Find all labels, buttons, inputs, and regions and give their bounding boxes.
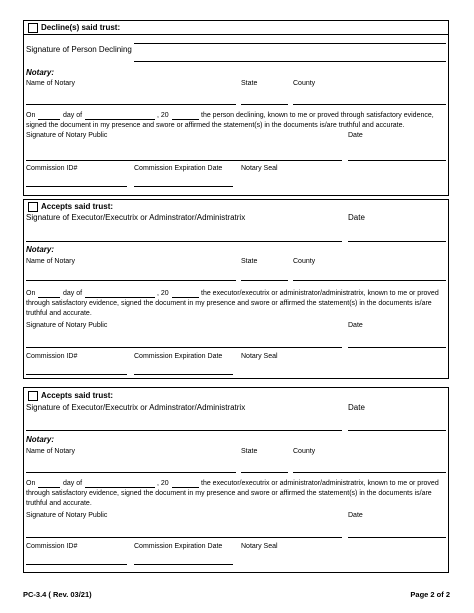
notary-county-label-1: County [293, 80, 316, 87]
decline-signature-line-2[interactable] [134, 61, 446, 62]
notary-date-line-2[interactable] [348, 347, 446, 348]
form-id: PC-3.4 ( Rev. 03/21) [23, 590, 92, 599]
accept-date-line-1[interactable] [348, 241, 446, 242]
ack-line3-text-3: truthful and accurate. [26, 500, 92, 507]
ack-day-line-2[interactable] [38, 297, 60, 298]
accept-date-label-2: Date [348, 403, 365, 412]
ack-day-line-1[interactable] [38, 119, 60, 120]
ack-month-line-1[interactable] [85, 119, 155, 120]
accept-date-label-1: Date [348, 213, 365, 222]
notary-name-label-2: Name of Notary [26, 258, 76, 265]
notary-state-line-2[interactable] [241, 280, 288, 281]
accept-checkbox-2[interactable] [28, 391, 38, 401]
notary-date-label-2: Date [348, 322, 363, 329]
accept-signature-label-2: Signature of Executor/Executrix or Adminstrator/Administratrix [26, 403, 246, 412]
accept-checkbox-1[interactable] [28, 202, 38, 212]
ack-line3-text-2: truthful and accurate. [26, 310, 92, 317]
notary-seal-label-1: Notary Seal [241, 165, 278, 172]
commission-id-line-1[interactable] [26, 186, 127, 187]
accept-signature-line-1[interactable] [26, 241, 342, 242]
decline-checkbox[interactable] [28, 23, 38, 33]
accept-signature-label-1: Signature of Executor/Executrix or Adminstrator/Administratrix [26, 213, 246, 222]
commission-id-label-1: Commission ID# [26, 165, 78, 172]
accept-checkbox-label-2: Accepts said trust: [41, 391, 114, 400]
ack-line2-text-3: through satisfactory evidence, signed the document in my presence and swore or affirmed the statement(s) in the documents is/are [26, 490, 432, 497]
ack-line1-text-3: the executor/executrix or administrator/administratrix, known to me or proved [201, 480, 439, 487]
notary-name-label-3: Name of Notary [26, 448, 76, 455]
notary-state-label-3: State [241, 448, 258, 455]
notary-heading-2: Notary: [26, 245, 55, 254]
notary-name-line-2[interactable] [26, 280, 236, 281]
accept-signature-line-2[interactable] [26, 430, 342, 431]
ack-year-prefix-1: , 20 [157, 112, 169, 119]
accept-checkbox-label-1: Accepts said trust: [41, 202, 114, 211]
notary-state-line-1[interactable] [241, 104, 288, 105]
notary-county-label-2: County [293, 258, 316, 265]
ack-year-line-2[interactable] [172, 297, 199, 298]
notary-seal-label-3: Notary Seal [241, 543, 278, 550]
commission-exp-label-3: Commission Expiration Date [134, 543, 223, 550]
notary-state-label-2: State [241, 258, 258, 265]
ack-day-of-label-3: day of [63, 480, 83, 487]
ack-line2-text-1: signed the document in my presence and swore or affirmed the statement(s) in the documents is/are truthful and accurate. [26, 122, 405, 129]
notary-date-label-3: Date [348, 512, 363, 519]
ack-year-line-1[interactable] [172, 119, 199, 120]
notary-seal-label-2: Notary Seal [241, 353, 278, 360]
commission-id-line-3[interactable] [26, 564, 127, 565]
ack-month-line-2[interactable] [85, 297, 155, 298]
ack-year-line-3[interactable] [172, 487, 199, 488]
ack-on-label-2: On [26, 290, 36, 297]
ack-line2-text-2: through satisfactory evidence, signed the document in my presence and swore or affirmed the statement(s) in the documents is/are [26, 300, 432, 307]
commission-exp-line-2[interactable] [134, 374, 233, 375]
notary-signature-label-2: Signature of Notary Public [26, 322, 108, 329]
commission-exp-line-1[interactable] [134, 186, 233, 187]
notary-signature-label-1: Signature of Notary Public [26, 132, 108, 139]
notary-name-line-3[interactable] [26, 472, 236, 473]
commission-id-label-3: Commission ID# [26, 543, 78, 550]
ack-month-line-3[interactable] [85, 487, 155, 488]
commission-id-label-2: Commission ID# [26, 353, 78, 360]
notary-county-line-3[interactable] [293, 472, 446, 473]
accept-date-line-2[interactable] [348, 430, 446, 431]
notary-state-label-1: State [241, 80, 258, 87]
ack-year-prefix-3: , 20 [157, 480, 169, 487]
ack-year-prefix-2: , 20 [157, 290, 169, 297]
notary-county-label-3: County [293, 448, 316, 455]
notary-date-line-3[interactable] [348, 537, 446, 538]
notary-date-label-1: Date [348, 132, 363, 139]
notary-signature-line-2[interactable] [26, 347, 342, 348]
notary-heading-3: Notary: [26, 435, 55, 444]
decline-checkbox-label: Decline(s) said trust: [41, 23, 121, 32]
commission-exp-label-2: Commission Expiration Date [134, 353, 223, 360]
page-number: Page 2 of 2 [410, 590, 450, 599]
decline-signature-label: Signature of Person Declining [26, 45, 132, 54]
notary-county-line-2[interactable] [293, 280, 446, 281]
notary-name-label-1: Name of Notary [26, 80, 76, 87]
commission-exp-line-3[interactable] [134, 564, 233, 565]
ack-line1-text-1: the person declining, known to me or proved through satisfactory evidence, [201, 112, 434, 119]
ack-day-of-label-2: day of [63, 290, 83, 297]
notary-heading-1: Notary: [26, 68, 55, 77]
ack-on-label-3: On [26, 480, 36, 487]
notary-date-line-1[interactable] [348, 160, 446, 161]
notary-state-line-3[interactable] [241, 472, 288, 473]
ack-day-of-label-1: day of [63, 112, 83, 119]
decline-signature-line[interactable] [134, 43, 446, 44]
notary-signature-line-1[interactable] [26, 160, 342, 161]
decline-header-divider [23, 34, 449, 35]
notary-signature-label-3: Signature of Notary Public [26, 512, 108, 519]
commission-id-line-2[interactable] [26, 374, 127, 375]
ack-on-label-1: On [26, 112, 36, 119]
ack-line1-text-2: the executor/executrix or administrator/administratrix, known to me or proved [201, 290, 439, 297]
notary-county-line-1[interactable] [293, 104, 446, 105]
commission-exp-label-1: Commission Expiration Date [134, 165, 223, 172]
ack-day-line-3[interactable] [38, 487, 60, 488]
notary-name-line-1[interactable] [26, 104, 236, 105]
notary-signature-line-3[interactable] [26, 537, 342, 538]
